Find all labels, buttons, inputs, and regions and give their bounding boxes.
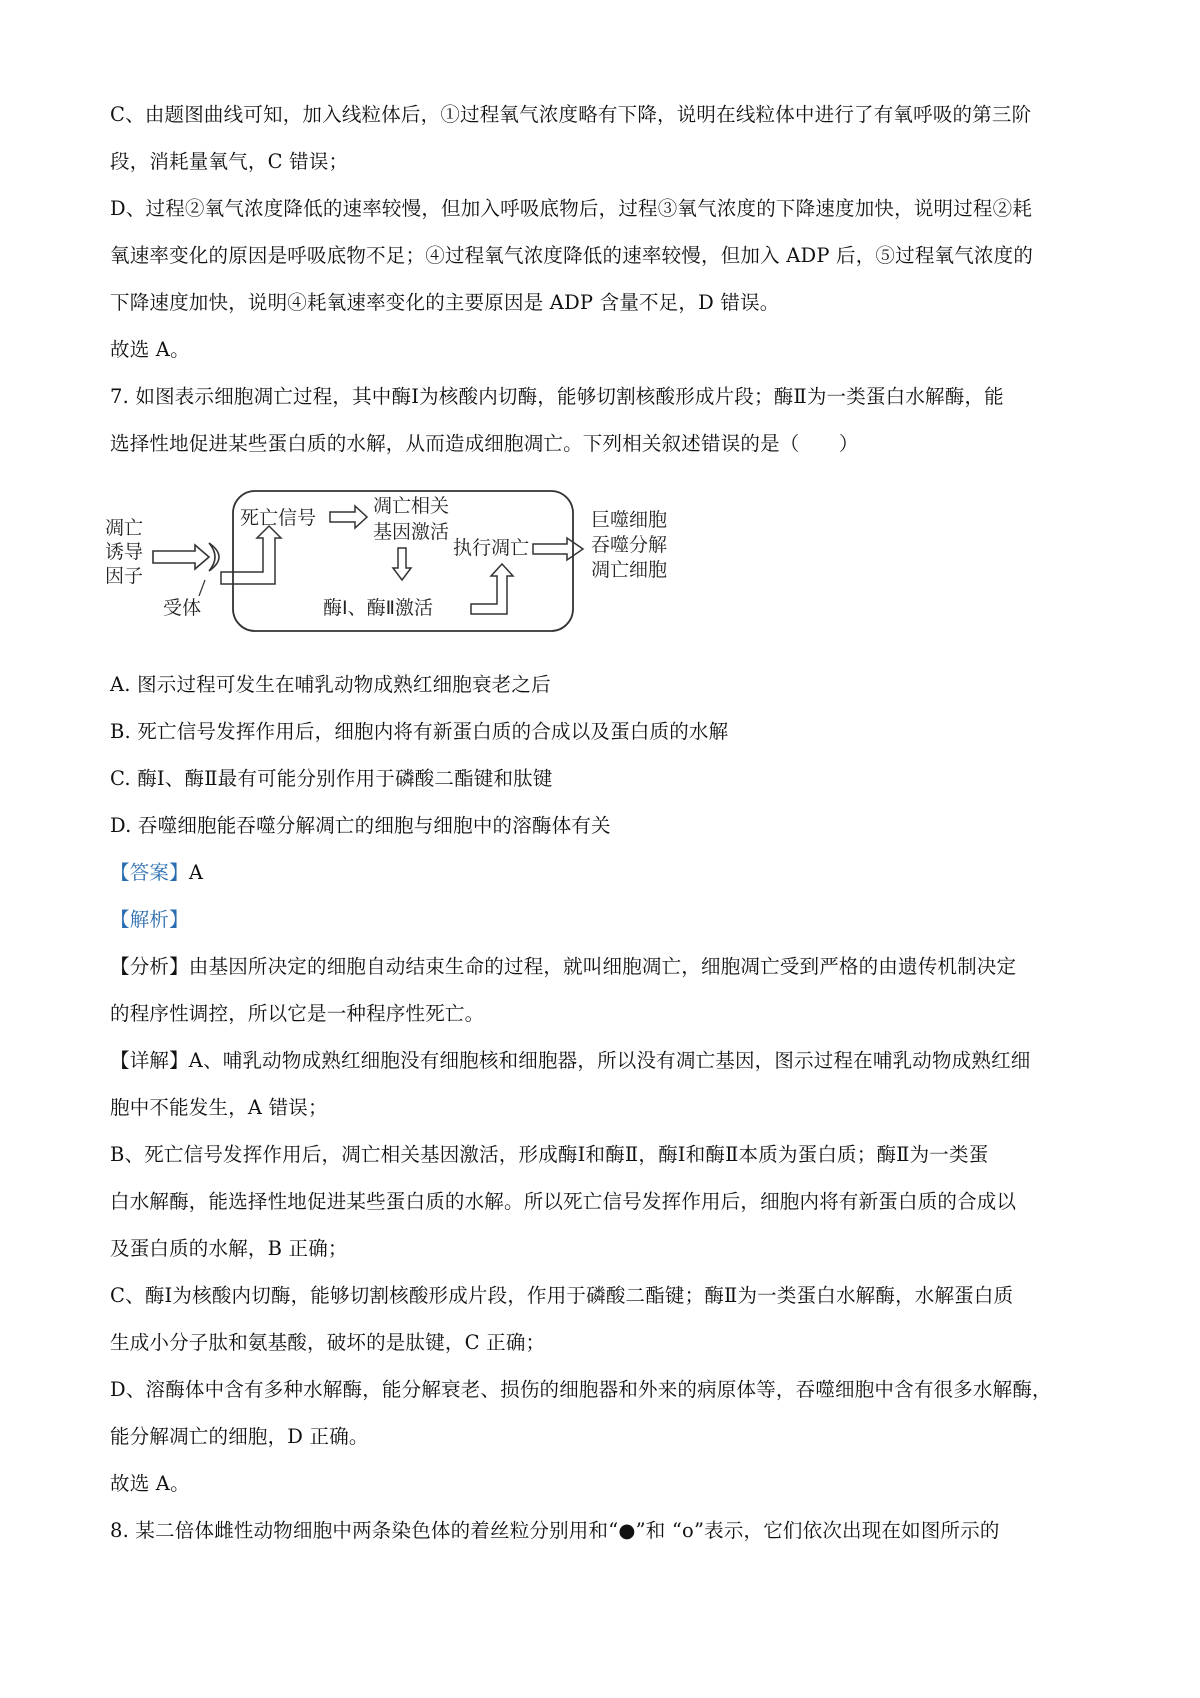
enzyme-activation-label: 酶Ⅰ、酶Ⅱ激活 xyxy=(323,597,433,619)
question-stem: 8. 某二倍体雌性动物细胞中两条染色体的着丝粒分别用和“●”和 “o”表示，它们依次出现在如图所示的 xyxy=(110,1519,1000,1542)
receptor-label: 受体 xyxy=(163,597,202,619)
inducer-label: 诱导 xyxy=(105,541,144,563)
answer-label: 【答案】 xyxy=(110,861,189,884)
down-arrow-icon xyxy=(393,548,411,580)
text-line: B、死亡信号发挥作用后，凋亡相关基因激活，形成酶Ⅰ和酶Ⅱ，酶Ⅰ和酶Ⅱ本质为蛋白质；酶Ⅱ为一类蛋 xyxy=(110,1143,989,1166)
text-line: C、由题图曲线可知，加入线粒体后，①过程氧气浓度略有下降，说明在线粒体中进行了有氧呼吸的第三阶 xyxy=(110,103,1032,126)
option-a: A. 图示过程可发生在哺乳动物成熟红细胞衰老之后 xyxy=(110,673,551,696)
text-line: D、溶酶体中含有多种水解酶，能分解衰老、损伤的细胞器和外来的病原体等，吞噬细胞中含有很多水解酶， xyxy=(110,1378,1052,1401)
answer-value: A xyxy=(188,861,204,884)
answer-line xyxy=(110,858,1100,888)
bent-arrow-icon xyxy=(471,564,513,614)
text-line: 能分解凋亡的细胞，D 正确。 xyxy=(110,1425,369,1448)
question-stem: 7. 如图表示细胞凋亡过程，其中酶Ⅰ为核酸内切酶，能够切割核酸形成片段；酶Ⅱ为一类蛋白水解酶，能 xyxy=(110,385,1004,408)
text-line: 【分析】由基因所决定的细胞自动结束生命的过程，就叫细胞凋亡，细胞凋亡受到严格的由遗传机制决定 xyxy=(110,955,1017,978)
text-line: C、酶Ⅰ为核酸内切酶，能够切割核酸形成片段，作用于磷酸二酯键；酶Ⅱ为一类蛋白水解酶，水解蛋白质 xyxy=(110,1284,1014,1307)
text-line: 氧速率变化的原因是呼吸底物不足；④过程氧气浓度降低的速率较慢，但加入 ADP 后，⑤过程氧气浓度的 xyxy=(110,244,1034,267)
execute-apoptosis-label: 执行凋亡 xyxy=(453,537,530,559)
receptor-icon xyxy=(209,543,219,571)
analysis-heading xyxy=(110,905,1100,935)
gene-activation-label: 凋亡相关 xyxy=(373,495,450,517)
death-signal-label: 死亡信号 xyxy=(240,507,317,529)
question-stem: 选择性地促进某些蛋白质的水解，从而造成细胞凋亡。下列相关叙述错误的是（ ） xyxy=(110,432,859,455)
option-c: C. 酶Ⅰ、酶Ⅱ最有可能分别作用于磷酸二酯键和肽键 xyxy=(110,767,553,790)
text-line: 生成小分子肽和氨基酸，破坏的是肽键，C 正确； xyxy=(110,1331,546,1354)
hollow-arrow-icon xyxy=(153,545,209,569)
text-line: 故选 A。 xyxy=(110,338,190,361)
hollow-arrow-icon xyxy=(330,506,367,528)
inducer-label: 凋亡 xyxy=(105,517,144,539)
option-b: B. 死亡信号发挥作用后，细胞内将有新蛋白质的合成以及蛋白质的水解 xyxy=(110,720,729,743)
bent-arrow-icon xyxy=(221,526,281,584)
hollow-arrow-icon xyxy=(533,538,583,560)
text-line: 白水解酶，能选择性地促进某些蛋白质的水解。所以死亡信号发挥作用后，细胞内将有新蛋白质的合成以 xyxy=(110,1190,1017,1213)
text-line: D、过程②氧气浓度降低的速率较慢，但加入呼吸底物后，过程③氧气浓度的下降速度加快，说明过程②耗 xyxy=(110,197,1033,220)
text-line: 故选 A。 xyxy=(110,1472,190,1495)
gene-activation-label: 基因激活 xyxy=(373,521,450,543)
analysis-label: 【解析】 xyxy=(110,908,189,931)
inducer-label: 因子 xyxy=(105,565,144,587)
text-line: 段，消耗量氧气，C 错误； xyxy=(110,150,349,173)
text-line: 胞中不能发生，A 错误； xyxy=(110,1096,328,1119)
macrophage-label: 凋亡细胞 xyxy=(591,559,668,581)
macrophage-label: 吞噬分解 xyxy=(591,534,668,556)
option-d: D. 吞噬细胞能吞噬分解凋亡的细胞与细胞中的溶酶体有关 xyxy=(110,814,611,837)
text-line: 的程序性调控，所以它是一种程序性死亡。 xyxy=(110,1002,485,1025)
text-line: 【详解】A、哺乳动物成熟红细胞没有细胞核和细胞器，所以没有凋亡基因，图示过程在哺乳动物成熟红细 xyxy=(110,1049,1031,1072)
macrophage-label: 巨噬细胞 xyxy=(591,509,668,531)
apoptosis-diagram xyxy=(105,488,745,638)
text-line: 下降速度加快，说明④耗氧速率变化的主要原因是 ADP 含量不足，D 错误。 xyxy=(110,291,780,314)
text-line: 及蛋白质的水解，B 正确； xyxy=(110,1237,348,1260)
